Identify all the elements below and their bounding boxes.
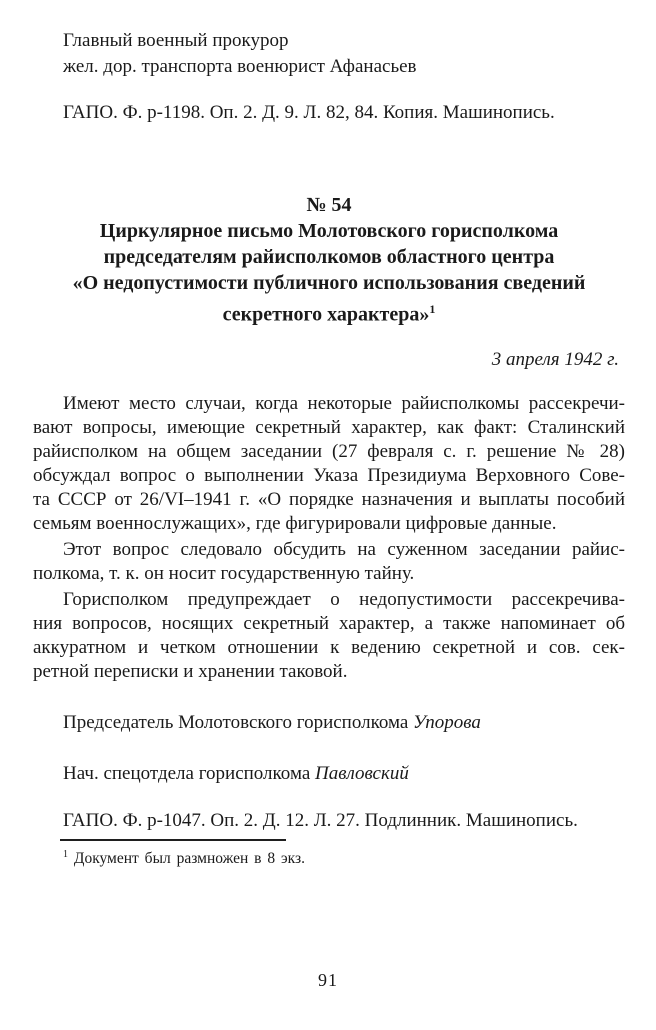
archive-reference: ГАПО. Ф. р-1047. Оп. 2. Д. 12. Л. 27. Подлинник. Машинопись. xyxy=(63,809,578,831)
signature-line-chairman xyxy=(63,711,625,735)
paragraph-line: обсуждал вопрос о выполнении Указа Президиума Верховного Сове- xyxy=(33,464,625,486)
signatory-name: Упорова xyxy=(413,711,481,733)
paragraph-line: ния вопросов, носящих секретный характер, а также напоминает об xyxy=(33,612,625,634)
paragraph-line: Горисполком предупреждает о недопустимости рассекречива- xyxy=(63,588,625,610)
paragraph xyxy=(33,392,625,536)
archive-reference-previous: ГАПО. Ф. р-1198. Оп. 2. Д. 9. Л. 82, 84. Копия. Машинопись. xyxy=(63,102,555,123)
document-number: № 54 xyxy=(306,194,352,216)
footnote-reference-mark: 1 xyxy=(63,848,68,860)
paragraph-line: семьям военнослужащих», где фигурировали цифровые данные. xyxy=(33,512,557,534)
document-date: 3 апреля 1942 г. xyxy=(491,348,619,370)
paragraph-line: аккуратном и четком отношении к ведению секретной и сов. сек- xyxy=(33,636,625,658)
signatory-name: Павловский xyxy=(315,762,409,784)
paragraph-line: та СССР от 26/VI–1941 г. «О порядке назначения и выплаты пособий xyxy=(33,488,625,510)
document-title-line-text: секретного характера» xyxy=(222,303,430,326)
document-body xyxy=(33,392,625,684)
paragraph-line: полкома, т. к. он носит государственную тайну. xyxy=(33,562,415,584)
page-number: 91 xyxy=(318,970,338,990)
document-title xyxy=(33,218,625,328)
paragraph-line: Имеют место случаи, когда некоторые райисполкомы рассекречи- xyxy=(63,392,625,414)
document-title-line: Циркулярное письмо Молотовского горисполкома xyxy=(99,220,559,242)
paragraph-line: Этот вопрос следовало обсудить на суженном заседании райис- xyxy=(63,538,625,560)
paragraph xyxy=(33,538,625,586)
paragraph xyxy=(33,588,625,684)
previous-document-signature xyxy=(63,28,625,80)
signature-title: Председатель Молотовского горисполкома xyxy=(63,711,414,733)
footnote xyxy=(63,845,625,869)
paragraph-line: райисполком на общем заседании (27 февраля с. г. решение № 28) xyxy=(33,440,625,462)
document-title-line: «О недопустимости публичного использования сведений xyxy=(72,272,586,294)
signatory-line-2: жел. дор. транспорта военюрист Афанасьев xyxy=(63,56,417,77)
signatory-line-1: Главный военный прокурор xyxy=(63,30,289,51)
signature-title: Нач. спецотдела горисполкома xyxy=(63,762,316,784)
document-title-line xyxy=(33,296,625,328)
footnote-text: Документ был размножен в 8 экз. xyxy=(68,849,305,867)
paragraph-line: ретной переписки и хранении таковой. xyxy=(33,660,348,682)
footnote-reference-mark: 1 xyxy=(429,302,436,316)
document-title-line: председателям райисполкомов областного центра xyxy=(103,246,555,268)
signature-line-special-dept xyxy=(63,762,625,786)
paragraph-line: вают вопросы, имеющие секретный характер, как факт: Сталинский xyxy=(33,416,625,438)
footnote-divider xyxy=(60,839,286,841)
